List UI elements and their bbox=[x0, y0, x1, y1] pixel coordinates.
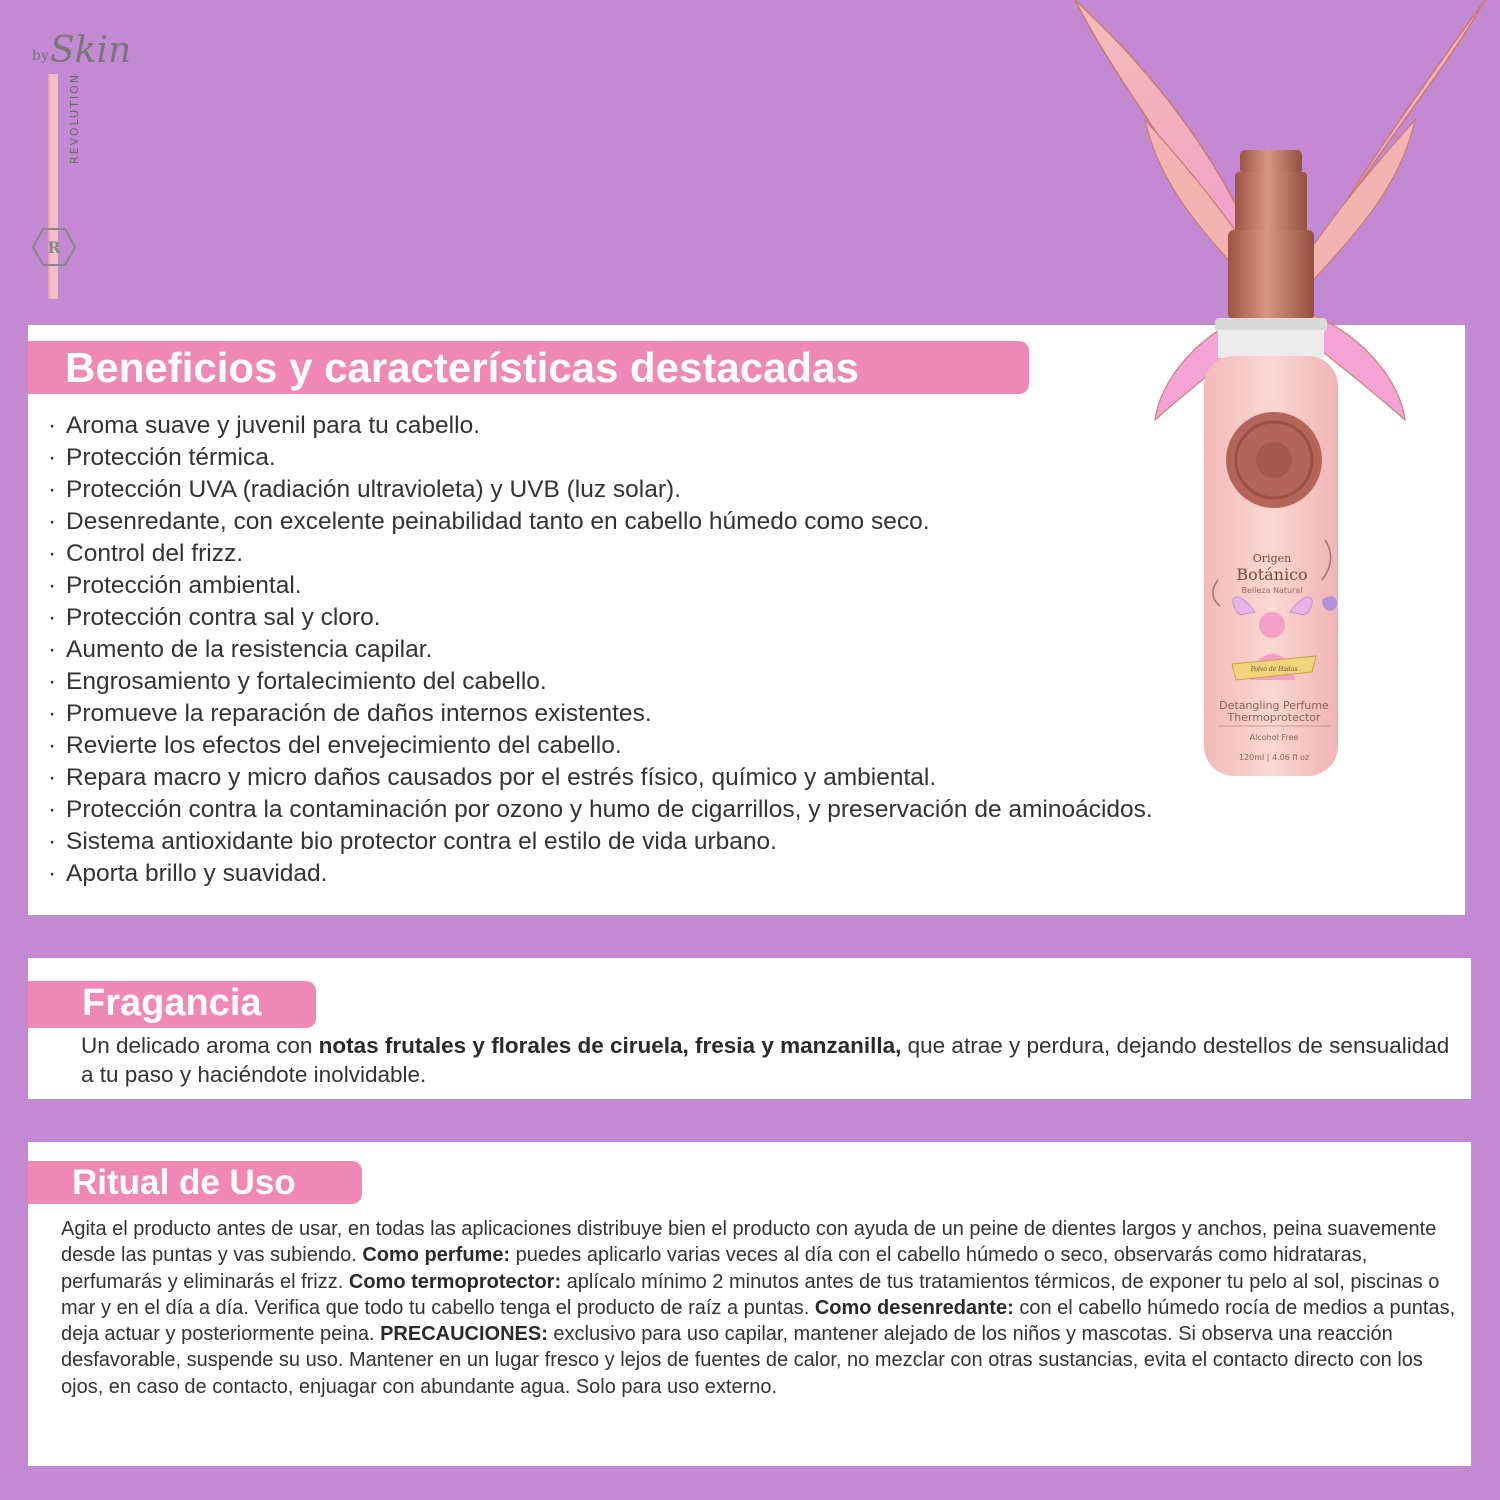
product-brand-top: Origen bbox=[1252, 552, 1292, 565]
logo-revolution: REVOLUTION bbox=[68, 72, 81, 164]
fragancia-text: Un delicado aroma con notas frutales y florales de ciruela, fresia y manzanilla, que atrae y perdura, dejando destellos de sensualidad a tu paso y haciéndote inolvidable. bbox=[81, 1033, 1450, 1087]
list-item: · Promueve la reparación de daños internos existentes. bbox=[48, 700, 652, 727]
list-item: · Engrosamiento y fortalecimiento del cabello. bbox=[48, 668, 547, 695]
logo-by: by bbox=[32, 48, 49, 64]
list-item: · Repara macro y micro daños causados por el estrés físico, químico y ambiental. bbox=[48, 764, 937, 791]
product-brand-sub: Belleza Natural bbox=[1241, 586, 1303, 595]
product-type-line2: Thermoprotector bbox=[1227, 711, 1321, 724]
product-type-line1: Detangling Perfume bbox=[1219, 699, 1329, 712]
list-item: · Revierte los efectos del envejecimiento del cabello. bbox=[48, 732, 622, 759]
logo-skin: Skin bbox=[50, 30, 132, 71]
list-item: · Control del frizz. bbox=[48, 540, 244, 567]
ritual-text: Agita el producto antes de usar, en todas las aplicaciones distribuye bien el producto con ayuda de un peine de dientes largos y anchos, peina suavemente desde las puntas y vas subiendo. Como perfume: puedes aplicarlo varias veces al día con el cabello húmedo o seco, observarás como hidrataras, perfumarás y eliminarás el frizz. Como termoprotector: aplícalo mínimo 2 minutos antes de tus tratamientos térmicos, de exponer tu pelo al sol, piscinas o mar y en el día a día. Verifica que todo tu cabello tenga el producto de raíz a puntas. Como desenredante: con el cabello húmedo rocía de medios a puntas, deja actuar y posteriormente peina. PRECAUCIONES: exclusivo para uso capilar, mantener alejado de los niños y mascotas. Si observa una reacción desfavorable, suspende su uso. Mantener en un lugar fresco y lejos de fuentes de calor, no mezclar con otras sustancias, evita el contacto directo con los ojos, en caso de contacto, enjuagar con abundante agua. Solo para uso externo. bbox=[61, 1218, 1456, 1398]
list-item: · Aporta brillo y suavidad. bbox=[48, 860, 328, 887]
list-item: · Aumento de la resistencia capilar. bbox=[48, 636, 433, 663]
product-volume: 120ml | 4.06 fl oz bbox=[1238, 753, 1310, 762]
list-item: · Aroma suave y juvenil para tu cabello. bbox=[48, 412, 480, 439]
product-brand-main: Botánico bbox=[1236, 565, 1308, 584]
fragancia-heading: Fragancia bbox=[28, 981, 316, 1028]
list-item: · Sistema antioxidante bio protector contra el estilo de vida urbano. bbox=[48, 828, 777, 855]
ritual-heading: Ritual de Uso bbox=[28, 1161, 362, 1204]
list-item: · Protección térmica. bbox=[48, 444, 276, 471]
list-item: · Protección ambiental. bbox=[48, 572, 302, 599]
product-alcohol-free: Alcohol Free bbox=[1249, 733, 1299, 742]
list-item: · Protección contra sal y cloro. bbox=[48, 604, 381, 631]
logo-emblem-letter: R bbox=[47, 238, 61, 257]
list-item: · Protección UVA (radiación ultravioleta) y UVB (luz solar). bbox=[48, 476, 682, 503]
benefits-list bbox=[48, 410, 1153, 890]
list-item: · Desenredante, con excelente peinabilidad tanto en cabello húmedo como seco. bbox=[48, 508, 930, 535]
list-item: · Protección contra la contaminación por ozono y humo de cigarrillos, y preservación de aminoácidos. bbox=[48, 796, 1153, 823]
product-ribbon-text: Polvo de Hadas bbox=[1250, 666, 1298, 673]
benefits-heading: Beneficios y características destacadas bbox=[28, 341, 1029, 394]
logo-emblem-icon bbox=[32, 227, 76, 267]
product-bottle-image bbox=[1060, 0, 1500, 790]
brand-logo bbox=[28, 28, 132, 278]
